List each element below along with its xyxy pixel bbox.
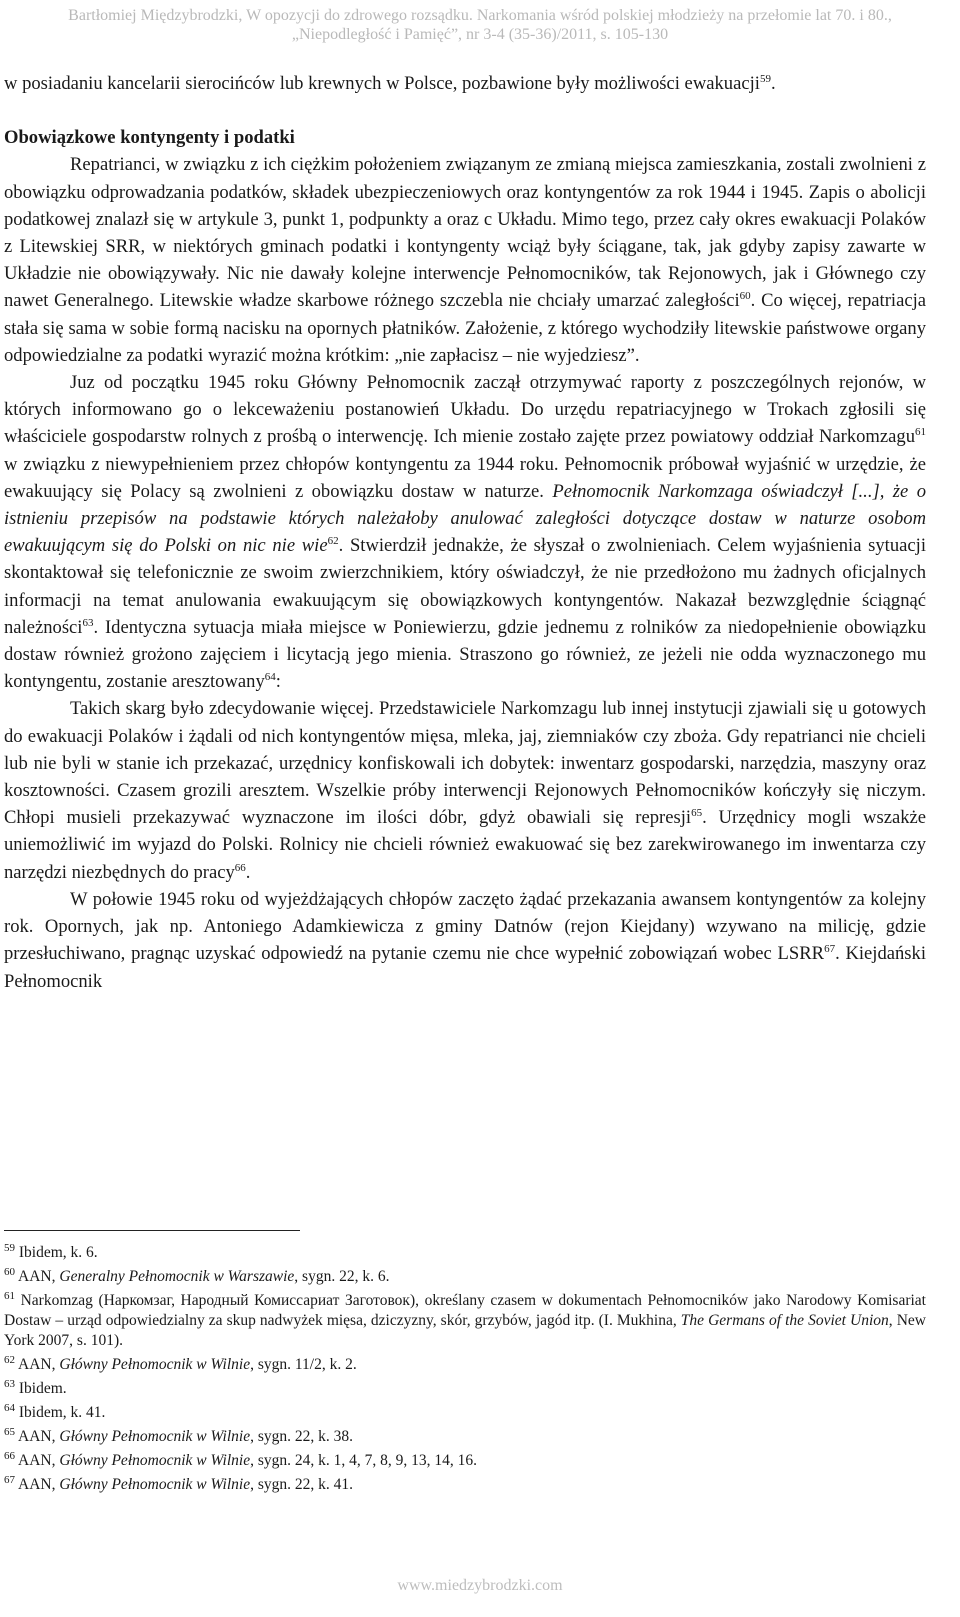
paragraph-text: . Co więcej, repatriacja stała się sama w sobie formą nacisku na opornych płatników. Założenie, z którego wychodziły litewskie państwowe organy odpowiedzialne za podatki wyrazić można krótkim: „nie zapłacisz – nie wyjedziesz”.: [4, 290, 926, 366]
footnote-divider: [4, 1230, 300, 1231]
paragraph-text: . Urzędnicy mogli wszakże uniemożliwić im wyjazd do Polski. Rolnicy nie chcieli również ewakuować się bez zarekwirowanego im inwentarza czy narzędzi niezbędnych do pracy: [4, 807, 926, 883]
footnote-text: Narkomzag (Наркомзаг, Народный Комиссариат Заготовок), określany czasem w dokumentach Pełnomocników jako Narodowy Komisariat Dostaw – urząd odpowiedzialny za skup nadwyżek mięsa, dziczyzny, skór, grzybów, jagód itp. (I. Mukhina,: [4, 1292, 926, 1329]
footnote-ref-63[interactable]: 63: [82, 616, 94, 629]
footnote-67: [4, 1475, 926, 1495]
header-line-2: „Niepodległość i Pamięć”, nr 3-4 (35-36)/2011, s. 105-130: [291, 26, 669, 43]
footnote-number: 64: [4, 1401, 15, 1414]
footnote-66: [4, 1451, 926, 1471]
footnote-text: , sygn. 22, k. 6.: [294, 1268, 390, 1285]
paragraph-4: [4, 695, 926, 885]
footnote-text: AAN,: [18, 1356, 60, 1373]
footnote-ref-61[interactable]: 61: [915, 426, 926, 439]
footnote-text: , sygn. 11/2, k. 2.: [250, 1356, 357, 1373]
paragraph-text: .: [770, 73, 776, 94]
paragraph-text: W połowie 1945 roku od wyjeżdżających chłopów zaczęto żądać przekazania awansem kontyngentów za kolejny rok. Opornych, jak np. Antoniego Adamkiewicza z gminy Datnów (rejon Kiejdany) wzywano na milicję, gdzie przesłuchiwano, pragnąc uzyskać odpowiedź na pytanie czemu nie chce wypełnić zobowiązań wobec LSRR: [4, 888, 926, 965]
footnote-ref-64[interactable]: 64: [264, 671, 276, 684]
footnote-text: Ibidem.: [18, 1380, 67, 1397]
footnote-ref-67[interactable]: 67: [824, 943, 836, 956]
paragraph-3: [4, 369, 926, 695]
paragraph-text: . Kiejdański Pełnomocnik: [4, 943, 927, 992]
footnote-title: Główny Pełnomocnik w Wilnie: [59, 1428, 251, 1445]
footnote-title: Główny Pełnomocnik w Wilnie: [59, 1356, 251, 1373]
paragraph-text: w posiadaniu kancelarii sierocińców lub krewnych w Polsce, pozbawione były możliwości ewakuacji: [4, 73, 760, 94]
page-footer-url[interactable]: www.miedzybrodzki.com: [397, 1577, 563, 1594]
footnote-59: [4, 1243, 926, 1263]
paragraph-2: [4, 151, 926, 369]
paragraph-text: :: [275, 671, 281, 693]
footnote-title: Generalny Pełnomocnik w Warszawie: [59, 1268, 295, 1285]
paragraph-5: [4, 886, 926, 995]
footnote-64: [4, 1403, 926, 1423]
paragraph-text: . Identyczna sytuacja miała miejsce w Poniewierzu, gdzie jednemu z rolników za niedopełnienie obowiązku dostaw również grożono zajęciem i licytacją jego mienia. Straszono go również, ze jeżeli nie odda wyznaczonego mu kontyngentu, zostanie aresztowany: [4, 616, 926, 693]
footnote-65: [4, 1427, 926, 1447]
footnote-ref-66[interactable]: 66: [234, 861, 246, 874]
footnote-title: Główny Pełnomocnik w Wilnie: [59, 1452, 251, 1469]
footnote-text: AAN,: [18, 1476, 60, 1493]
paragraph-text: w związku z niewypełnieniem przez chłopów kontyngentu za 1944 roku. Pełnomocnik próbował wyjaśnić w urzędzie, że ewakuujący się Polacy są zwolnieni z obowiązku dostaw w naturze.: [4, 453, 926, 502]
paragraph-text: Takich skarg było zdecydowanie więcej. Przedstawiciele Narkomzagu lub innej instytucji zjawiali się u gotowych do ewakuacji Polaków i żądali od nich kontyngentów mięsa, mleka, jaj, ziemniaków czy zboża. Gdy repatrianci nie chcieli lub nie byli w stanie ich przekazać, urzędnicy konfiskowali ich dobytek: inwentarz gospodarski, narzędzia, maszyny oraz kosztowności. Czasem grozili aresztem. Wszelkie próby interwencji Rejonowych Pełnomocników kończyły się niczym. Chłopi musieli przekazywać wyznaczone im ilości dóbr, gdyż obawiali się represji: [4, 698, 926, 829]
footnote-number: 60: [4, 1265, 15, 1278]
running-header: [0, 6, 960, 44]
footnote-text: , sygn. 22, k. 38.: [250, 1428, 353, 1445]
footnote-ref-62[interactable]: 62: [327, 535, 339, 548]
footnotes: [4, 1243, 926, 1499]
main-text: [4, 70, 926, 995]
footnote-title: Główny Pełnomocnik w Wilnie: [59, 1476, 251, 1493]
paragraph-text: Repatrianci, w związku z ich ciężkim położeniem związanym ze zmianą miejsca zamieszkania, zostali zwolnieni z obowiązku odprowadzania podatków, składek ubezpieczeniowych oraz kontyngentów za rok 1944 i 1945. Zapis o abolicji podatkowej znalazł się w artykule 3, punkt 1, podpunkty a oraz c Układu. Mimo tego, przez cały okres ewakuacji Polaków z Litewskiej SRR, w niektórych gminach podatki i kontyngenty wciąż były ściągane, tak, jak gdyby zapisy zawarte w Układzie nie obowiązywały. Nic nie dawały kolejne interwencje Pełnomocników, tak Rejonowych, jak i Głównego czy nawet Generalnego. Litewskie władze skarbowe różnego szczebla nie chciały umarzać zaległości: [4, 154, 926, 312]
footnote-number: 67: [4, 1473, 15, 1486]
footnote-text: , New York 2007, s. 101).: [4, 1312, 926, 1349]
footnote-63: [4, 1379, 926, 1399]
paragraph-text: . Stwierdził jednakże, że słyszał o zwolnieniach. Celem wyjaśnienia sytuacji skontaktował się telefonicznie ze swoim zwierzchnikiem, który oświadczył, że nie przedłożono mu żadnych oficjalnych informacji na temat anulowania ewakuującym się obowiązkowych kontyngentów. Nakazał bezwzględnie ściągnąć należności: [4, 535, 926, 638]
footnote-text: AAN,: [18, 1452, 60, 1469]
footnote-number: 62: [4, 1353, 15, 1366]
paragraph-text: Juz od początku 1945 roku Główny Pełnomocnik zaczął otrzymywać raporty z poszczególnych rejonów, w których informowano go o lekceważeniu postanowień Układu. Do urzędu repatriacyjnego w Trokach zgłosili się właściciele gospodarstw rolnych z prośbą o interwencję. Ich mienie zostało zajęte przez powiatowy oddział Narkomzagu: [4, 372, 926, 448]
footnote-text: Ibidem, k. 6.: [18, 1244, 98, 1261]
footnote-number: 66: [4, 1449, 15, 1462]
footnote-text: AAN,: [18, 1428, 60, 1445]
footnote-60: [4, 1267, 926, 1287]
footnote-text: , sygn. 22, k. 41.: [250, 1476, 353, 1493]
footnote-ref-60[interactable]: 60: [739, 290, 751, 303]
quotation: Pełnomocnik Narkomzaga oświadczył [...], że o istnieniu przepisów na podstawie których należałoby anulować zaległości dotyczące dostaw w naturze osobom ewakuującym się do Polski on nic nie wie: [4, 480, 926, 557]
footnote-text: Ibidem, k. 41.: [18, 1404, 106, 1421]
footnote-text: , sygn. 24, k. 1, 4, 7, 8, 9, 13, 14, 16.: [250, 1452, 477, 1469]
footnote-ref-59[interactable]: 59: [759, 72, 771, 85]
footnote-text: AAN,: [18, 1268, 60, 1285]
footnote-number: 65: [4, 1425, 15, 1438]
footnote-61: [4, 1291, 926, 1351]
footnote-62: [4, 1355, 926, 1375]
footnote-number: 63: [4, 1377, 15, 1390]
paragraph-text: .: [245, 861, 251, 883]
footnote-number: 61: [4, 1289, 15, 1302]
header-line-1: Bartłomiej Międzybrodzki, W opozycji do zdrowego rozsądku. Narkomania wśród polskiej młodzieży na przełomie lat 70. i 80.,: [68, 7, 892, 24]
footnote-number: 59: [4, 1241, 15, 1254]
footnote-ref-65[interactable]: 65: [691, 807, 703, 820]
footnote-title: The Germans of the Soviet Union: [680, 1312, 889, 1329]
paragraph-1: [4, 70, 926, 97]
section-heading: Obowiązkowe kontyngenty i podatki: [4, 127, 295, 149]
